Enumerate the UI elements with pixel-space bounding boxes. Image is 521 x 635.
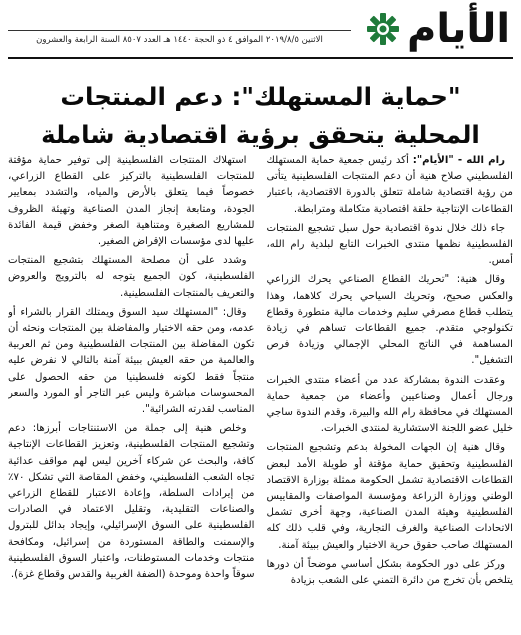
paragraph: وركز على دور الحكومة بشكل أساسي موضحاً أن دورها يتلخص بأن تخرج من دائرة التمني على الشعب بزيادة [266, 558, 513, 587]
paragraph: وشدد على أن مصلحة المستهلك بتشجيع المنتجات الفلسطينية، كون الجميع يتوجه له بالترويج والعروض والتعريف بالمنتجات الفلسطينية. [8, 255, 255, 299]
headline-line-1: "حماية المستهلك": دعم المنتجات [60, 82, 461, 112]
dateline: الاثنين ٢٠١٩/٨/٥ الموافق ٤ ذو الحجة ١٤٤٠ هـ العدد ٨٥٠٧ السنة الرابعة والعشرون [8, 30, 351, 48]
logo-emblem-icon [363, 9, 403, 49]
article-column-left [8, 153, 255, 629]
paragraph: استهلاك المنتجات الفلسطينية إلى توفير حماية مؤقتة للمنتجات الفلسطينية بالتركيز على القطاع الزراعي، خصوصاً فيما يتعلق بالأرض والمياه، والتشدد بمعايير الجودة، ومتابعة إنجاز المدن الصناعية وتهيئة الظروف للمشاريع الصغيرة ومتناهية الصغر وخفض قيمة الفائدة عليها لدى مؤسسات الإقراض الصغير. [8, 155, 255, 248]
headline-line-2: المحلية يتحقق برؤية اقتصادية شاملة [41, 120, 480, 150]
paragraph: جاء ذلك خلال ندوة اقتصادية حول سبل تشجيع المنتجات الفلسطينية نظمها منتدى الخبرات التابع لبلدية رام الله، أمس. [266, 222, 513, 267]
paragraph: وقال: "المستهلك سيد السوق ويمتلك القرار بالشراء أو عدمه، ومن حقه الاختيار والمفاضلة بين المنتجات ونحثه أن تكون المفاضلة بين المنتجات الفلسطينية ومن ثم العربية والعالمية من حقه العيش ببيئة آمنة بالتالي لا نفرض عليه منتجاً فقط لكونه فلسطينيا من حقه الحصول على المحسوسات مباشرة وليس عبر التاجر أو المورد والسعر المناسب لقدرته الشرائية". [8, 306, 255, 416]
paragraph: وقال هنية: "تحريك القطاع الصناعي يحرك الزراعي والعكس صحيح، وتحريك السياحي يحرك كلاهما، وهذا يتطلب قطاع مصرفي سليم وخدمات مالية متطورة وقطاع تكنولوجي متقدم. جميع القطاعات تساهم في زيادة المساهمة في الناتج المحلي الإجمالي وزيادة فرص التشغيل". [266, 274, 513, 367]
masthead [0, 0, 521, 58]
paragraph: وعقدت الندوة بمشاركة عدد من أعضاء منتدى الخبرات ورجال أعمال وصناعيين وأعضاء من جمعية حماية المستهلك في محافظة رام الله والبيرة، وقدم الندوة ساجي خليل عضو اللجنة الاستشارية لمنتدى الخبرات. [266, 374, 513, 435]
article-body [8, 153, 513, 629]
header-divider [8, 57, 513, 59]
newspaper-logo [363, 2, 513, 56]
paragraph-text: أكد رئيس جمعية حماية المستهلك الفلسطيني صلاح هنية أن دعم المنتجات الفلسطينية يتأتى من رؤية اقتصادية شاملة تتعلق بالدورة الاقتصادية، باعتبار القطاعات الإنتاجية حلقة اقتصادية متكاملة ومترابطة. [266, 155, 513, 215]
dateline-lead: رام الله - "الأيام": [412, 155, 506, 166]
paragraph: وقال هنية إن الجهات المخولة بدعم وتشجيع المنتجات الفلسطينية وتحقيق حماية مؤقتة أو طويلة الأمد لبعض القطاعات الاقتصادية تشمل الحكومة ممثلة بوزارة الاقتصاد الوطني ووزارة الزراعة ومؤسسة المواصفات والمقاييس الفلسطينية وهيئة المدن الصناعية، وجهة أخرى تشمل الاتحادات الصناعية والغرف التجارية، وفي قلب ذلك كله المستهلك صاحب حقوق حرية الاختيار والعيش ببيئة آمنة. [266, 442, 513, 551]
paragraph: وخلص هنية إلى جملة من الاستنتاجات أبرزها: دعم وتشجيع المنتجات الفلسطينية، وتعزيز القطاعات الإنتاجية كافة، والبحث عن شركاء آخرين ليس لهم مواقف عدائية تجاه الشعب الفلسطيني، وخفض المقاصة التي تشكل ٧٠٪ من إيرادات السلطة، وإعادة الاعتبار للقطاع الزراعي والصناعات التقليدية، وتقليل الاعتماد في الصادرات الفلسطينية على السوق الإسرائيلي، وإيجاد بدائل للبترول والإسمنت والطاقة المستوردة من إسرائيل، ومكافحة منتجات وخدمات المستوطنات، واعتبار السوق الفلسطينية سوقاً واحدة وموحدة (الضفة الغربية والقدس وقطاع غزة). [8, 423, 255, 581]
logo-text: الأيام [407, 6, 511, 52]
paragraph [267, 153, 514, 218]
article-column-right [267, 153, 514, 629]
